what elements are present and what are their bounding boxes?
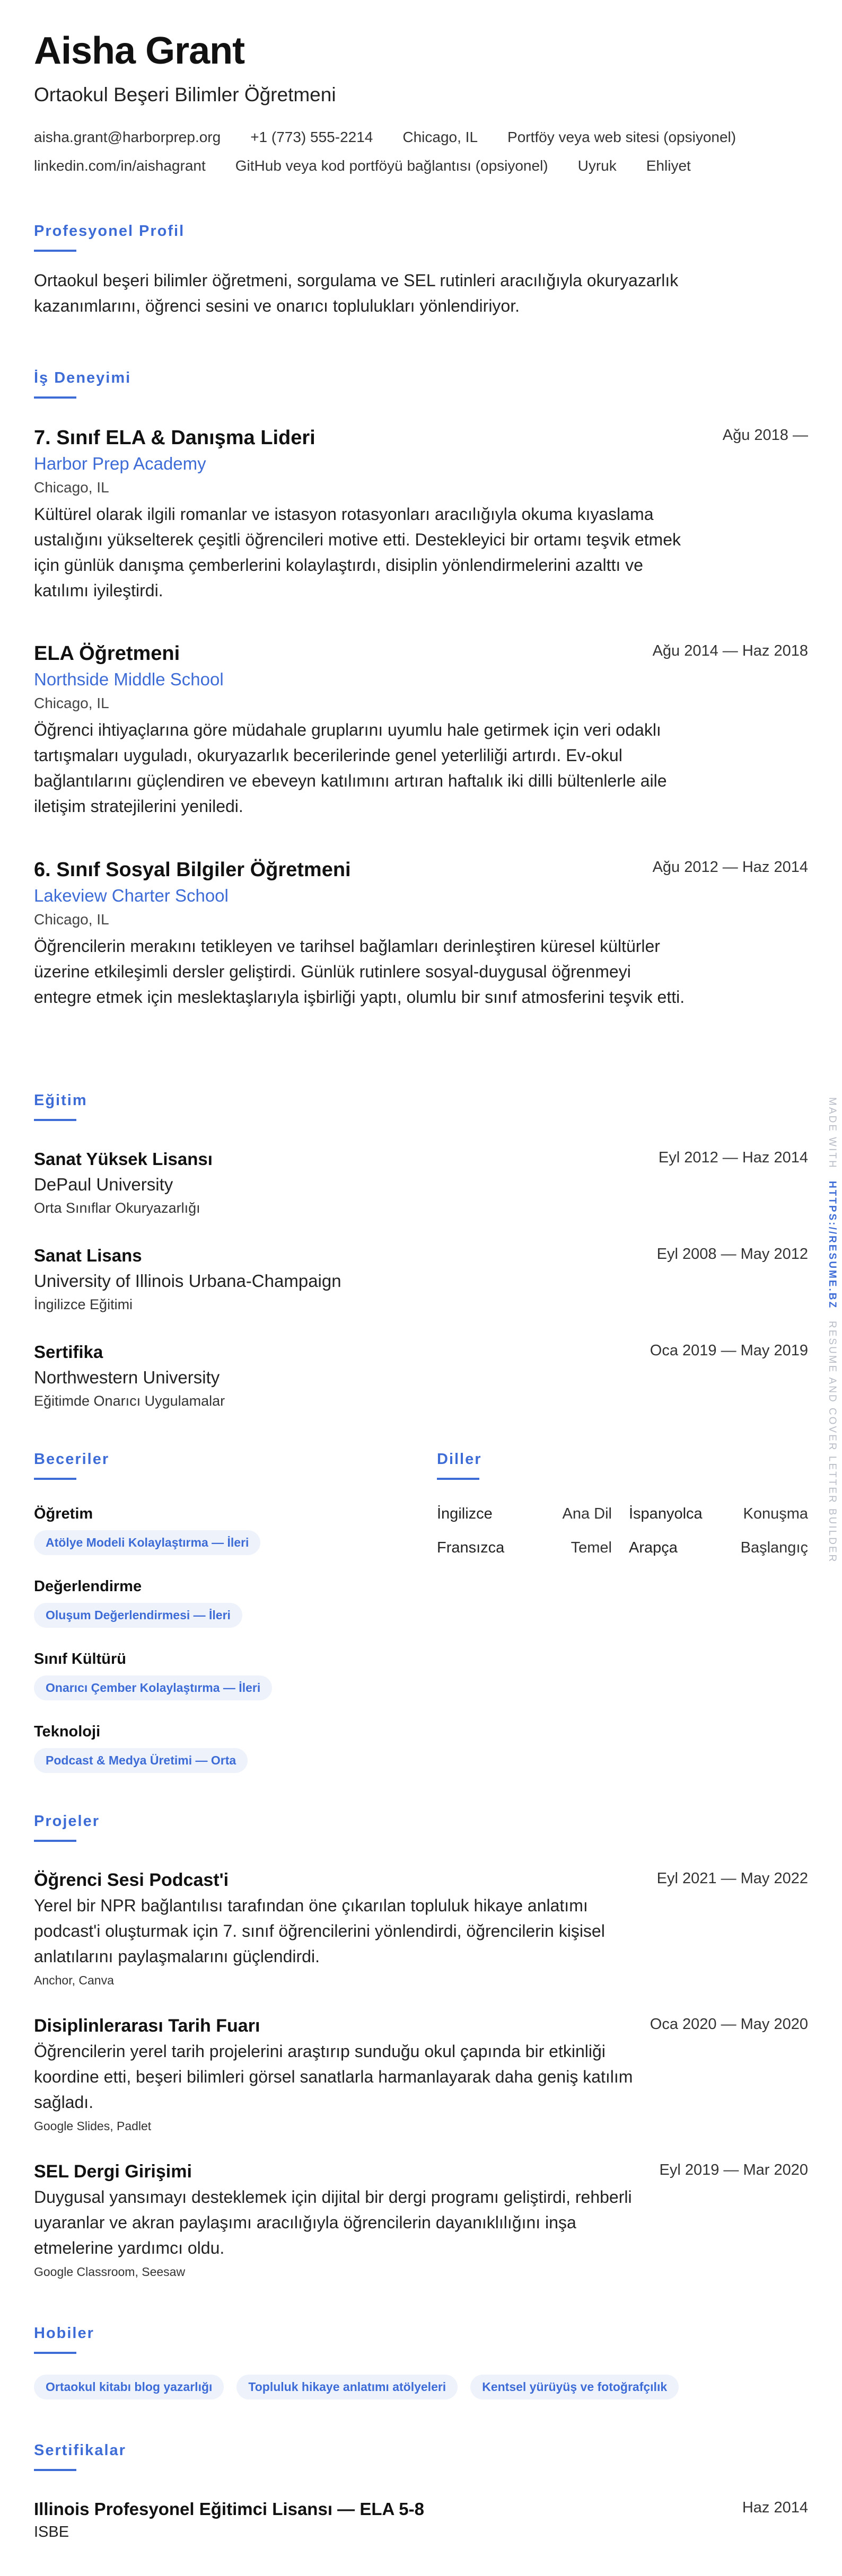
skill-category: Teknoloji [34, 1723, 101, 1740]
project-entry [34, 2016, 808, 2133]
language-item [437, 1539, 612, 1557]
project-description: Öğrencilerin yerel tarih projelerini araştırıp sunduğu okul çapında bir etkinliği koordine etti, beşeri bilimleri görsel sanatlarla harmanlayarak daha geniş katılım sağladı. [34, 2042, 633, 2112]
made-with-sidebar [825, 1097, 838, 1564]
nationality-text: Uyruk [577, 157, 617, 174]
project-title: SEL Dergi Girişimi [34, 2162, 192, 2182]
license-text: Ehliyet [646, 157, 691, 174]
experience-location: Chicago, IL [34, 911, 109, 928]
made-with-prefix: MADE WITH [827, 1097, 838, 1169]
experience-role: ELA Öğretmeni [34, 642, 180, 665]
skill-group [34, 1578, 405, 1628]
contact-line-2 [34, 157, 808, 174]
education-degree: Sertifika [34, 1342, 103, 1362]
experience-date: Ağu 2014 — Haz 2018 [652, 642, 808, 659]
project-date: Eyl 2019 — Mar 2020 [659, 2162, 808, 2178]
experience-role: 6. Sınıf Sosyal Bilgiler Öğretmeni [34, 859, 351, 881]
experience-org: Northside Middle School [34, 669, 224, 689]
section-heading-profile: Profesyonel Profil [34, 223, 185, 240]
skill-pill: Podcast & Medya Üretimi — Orta [34, 1748, 248, 1773]
project-title: Disiplinlerarası Tarih Fuarı [34, 2016, 260, 2036]
skill-category: Sınıf Kültürü [34, 1651, 126, 1668]
experience-entry [34, 642, 808, 819]
language-item [629, 1539, 808, 1557]
section-heading-skills: Beceriler [34, 1451, 110, 1468]
language-level: Temel [571, 1539, 612, 1556]
skill-pill: Onarıcı Çember Kolaylaştırma — İleri [34, 1675, 272, 1700]
education-date: Eyl 2012 — Haz 2014 [658, 1149, 808, 1166]
experience-org: Lakeview Charter School [34, 886, 229, 905]
project-tools: Google Classroom, Seesaw [34, 2265, 186, 2279]
linkedin-link[interactable]: linkedin.com/in/aishagrant [34, 157, 206, 174]
education-area: Orta Sınıflar Okuryazarlığı [34, 1200, 200, 1216]
certification-issuer: ISBE [34, 2524, 69, 2540]
experience-location: Chicago, IL [34, 695, 109, 711]
skill-pill: Oluşum Değerlendirmesi — İleri [34, 1603, 242, 1628]
education-degree: Sanat Yüksek Lisansı [34, 1149, 213, 1169]
language-level: Ana Dil [562, 1505, 612, 1522]
location-text: Chicago, IL [402, 129, 478, 145]
education-area: Eğitimde Onarıcı Uygulamalar [34, 1393, 225, 1409]
hobby-pill: Topluluk hikaye anlatımı atölyeleri [236, 2375, 458, 2399]
education-date: Oca 2019 — May 2019 [650, 1342, 808, 1359]
candidate-name: Aisha Grant [34, 30, 245, 72]
section-heading-languages: Diller [437, 1451, 482, 1468]
language-level: Konuşma [743, 1505, 808, 1522]
section-heading-projects: Projeler [34, 1813, 100, 1830]
candidate-title: Ortaokul Beşeri Bilimler Öğretmeni [34, 84, 336, 105]
section-heading-education: Eğitim [34, 1092, 87, 1109]
skill-pill: Atölye Modeli Kolaylaştırma — İleri [34, 1530, 260, 1555]
skill-category: Öğretim [34, 1505, 93, 1522]
experience-location: Chicago, IL [34, 479, 109, 496]
section-heading-hobbies: Hobiler [34, 2325, 94, 2342]
education-school: University of Illinois Urbana-Champaign [34, 1271, 341, 1291]
experience-entry [34, 427, 808, 603]
education-school: Northwestern University [34, 1368, 220, 1387]
skill-category: Değerlendirme [34, 1578, 142, 1595]
experience-role: 7. Sınıf ELA & Danışma Lideri [34, 427, 315, 449]
project-entry [34, 2162, 808, 2279]
project-description: Duygusal yansımayı desteklemek için dijital bir dergi programı geliştirdi, rehberli uyaranlar ve akran paylaşımı aracılığıyla öğrencilerin dayanıklılığını inşa etmelerine yardımcı oldu. [34, 2187, 632, 2257]
project-entry [34, 1870, 808, 1988]
hobbies-list [34, 2375, 679, 2399]
portfolio-link[interactable]: Portföy veya web sitesi (opsiyonel) [507, 129, 736, 145]
experience-description: Kültürel olarak ilgili romanlar ve istasyon rotasyonları aracılığıyla okuma kıyaslama ustalığını yükselterek çeşitli öğrencileri motive etti. Destekleyici bir ortamı teşvik etmek için günlük danışma çemberlerini kolaylaştırdı, disiplin yönlendirmelerini azalttı ve katılımı iyileştirdi. [34, 505, 681, 600]
language-item [437, 1505, 612, 1523]
project-title: Öğrenci Sesi Podcast'i [34, 1870, 229, 1890]
github-link[interactable]: GitHub veya kod portföyü bağlantısı (opsiyonel) [235, 157, 548, 174]
experience-description: Öğrencilerin merakını tetikleyen ve tarihsel bağlamları derinleştiren küresel kültürler üzerine etkileşimli dersler geliştirdi. Günlük rutinlere sosyal-duygusal öğrenmeyi entegre etmek için meslektaşlarıyla işbirliği yaptı, olumlu bir sınıf atmosferini teşvik etti. [34, 937, 685, 1007]
experience-entry [34, 859, 808, 1010]
project-date: Eyl 2021 — May 2022 [656, 1870, 808, 1887]
section-heading-certifications: Sertifikalar [34, 2442, 126, 2459]
project-date: Oca 2020 — May 2020 [650, 2016, 808, 2033]
section-heading-experience: İş Deneyimi [34, 369, 131, 386]
language-item [629, 1505, 808, 1523]
contact-line-1 [34, 129, 808, 146]
skill-group [34, 1505, 405, 1555]
project-description: Yerel bir NPR bağlantılısı tarafından öne çıkarılan topluluk hikaye anlatımı podcast'i oluşturmak için 7. sınıf öğrencilerini yönlendirdi, öğrencilerin kişisel anlatılarını paylaşmalarını güçlendirdi. [34, 1896, 605, 1966]
hobby-pill: Ortaokul kitabı blog yazarlığı [34, 2375, 224, 2399]
experience-org: Harbor Prep Academy [34, 454, 206, 473]
resume-bz-link[interactable]: HTTPS://RESUME.BZ [827, 1181, 838, 1310]
made-with-suffix: RESUME AND COVER LETTER BUILDER [827, 1321, 838, 1564]
certification-entry [34, 2499, 808, 2541]
profile-summary: Ortaokul beşeri bilimler öğretmeni, sorgulama ve SEL rutinleri aracılığıyla okuryazarlık kazanımlarını, öğrenci sesini ve onarıcı toplulukları yönlendiriyor. [34, 271, 679, 315]
language-name: İspanyolca [629, 1505, 703, 1522]
language-name: Arapça [629, 1539, 678, 1556]
hobby-pill: Kentsel yürüyüş ve fotoğrafçılık [470, 2375, 679, 2399]
education-entry [34, 1149, 808, 1216]
email-link[interactable]: aisha.grant@harborprep.org [34, 129, 221, 145]
language-level: Başlangıç [740, 1539, 808, 1556]
education-entry [34, 1246, 808, 1313]
phone-text: +1 (773) 555-2214 [250, 129, 373, 145]
project-tools: Anchor, Canva [34, 1973, 114, 1987]
language-name: Fransızca [437, 1539, 505, 1556]
education-area: İngilizce Eğitimi [34, 1296, 133, 1312]
education-entry [34, 1342, 808, 1409]
project-tools: Google Slides, Padlet [34, 2119, 152, 2133]
education-school: DePaul University [34, 1175, 173, 1194]
education-degree: Sanat Lisans [34, 1246, 142, 1265]
skill-group [34, 1651, 405, 1700]
experience-date: Ağu 2018 — [722, 427, 808, 444]
certification-date: Haz 2014 [742, 2499, 808, 2516]
skill-group [34, 1723, 405, 1773]
certification-name: Illinois Profesyonel Eğitimci Lisansı — ELA 5-8 [34, 2499, 424, 2519]
experience-description: Öğrenci ihtiyaçlarına göre müdahale gruplarını uyumlu hale getirmek için veri odaklı tartışmaları uyguladı, okuryazarlık becerilerinde genel yeterliliği artırdı. Ev-okul bağlantılarını güçlendiren ve ebeveyn katılımını artıran haftalık iki dilli bültenlerle aile iletişim stratejilerini yeniledi. [34, 720, 667, 816]
education-date: Eyl 2008 — May 2012 [656, 1246, 808, 1263]
experience-date: Ağu 2012 — Haz 2014 [652, 859, 808, 876]
language-name: İngilizce [437, 1505, 493, 1522]
